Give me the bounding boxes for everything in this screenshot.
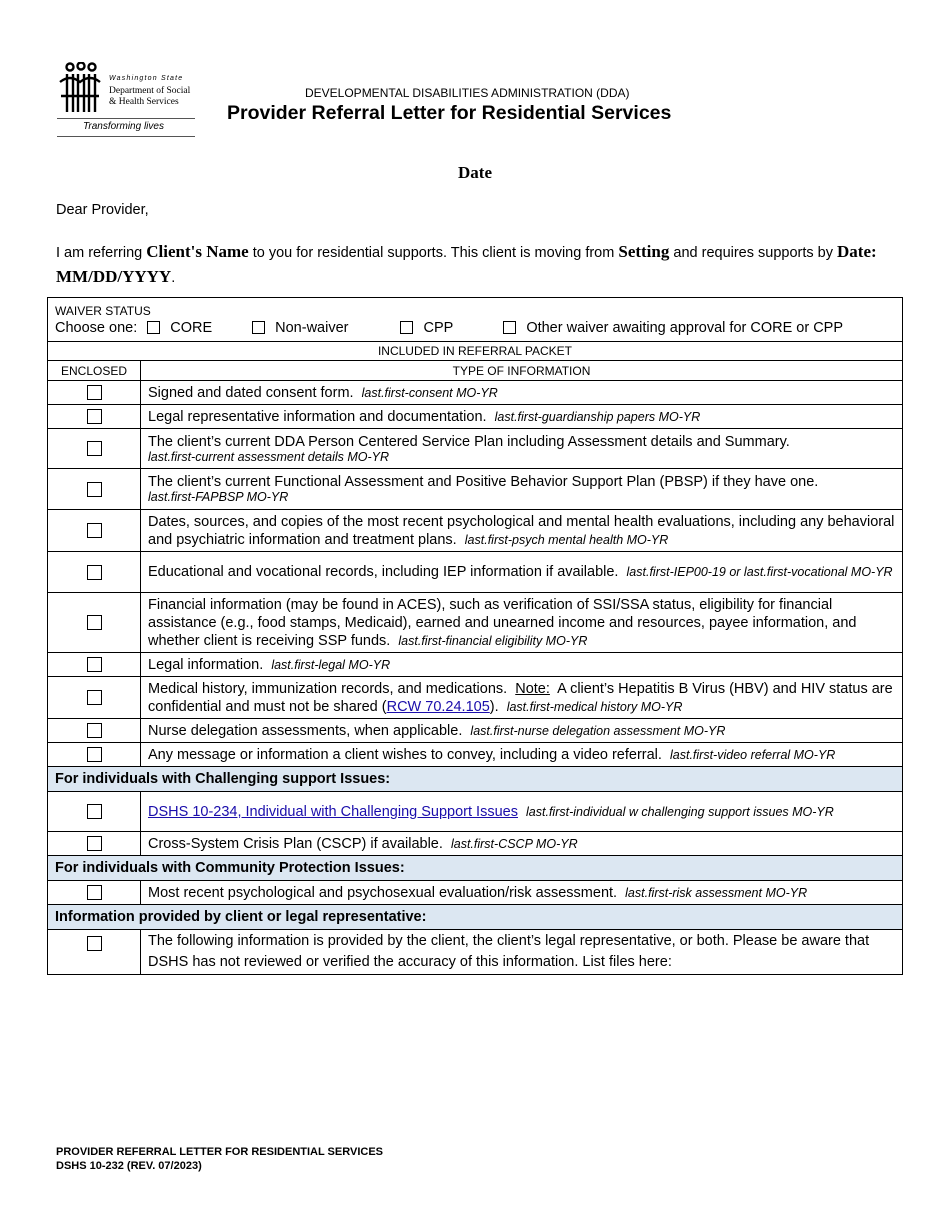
financial-checkbox[interactable] bbox=[87, 615, 102, 630]
medical-checkbox[interactable] bbox=[87, 690, 102, 705]
page-title: Provider Referral Letter for Residential Services bbox=[227, 102, 672, 124]
waiver-core-checkbox[interactable] bbox=[147, 321, 160, 334]
logo-divider-bottom bbox=[57, 136, 195, 137]
intro-paragraph: I am referring Client's Name to you for residential supports. This client is moving from Setting and requires supports by Date: MM/DD/YYYY. bbox=[56, 242, 877, 286]
table-row: Most recent psychological and psychosexual evaluation/risk assessment. last.first-risk assessment MO-YR bbox=[48, 881, 903, 905]
waiver-nonwaiver-checkbox[interactable] bbox=[252, 321, 265, 334]
educational-checkbox[interactable] bbox=[87, 565, 102, 580]
family-figures-icon bbox=[57, 62, 103, 114]
waiver-cpp-checkbox[interactable] bbox=[400, 321, 413, 334]
challenging-checkbox[interactable] bbox=[87, 804, 102, 819]
enclosed-header: ENCLOSED bbox=[48, 361, 141, 381]
agency-name: DEVELOPMENTAL DISABILITIES ADMINISTRATION (DDA) bbox=[305, 86, 630, 100]
logo-tagline: Transforming lives bbox=[83, 121, 164, 132]
section-client-info: Information provided by client or legal representative: bbox=[48, 905, 903, 930]
referral-table bbox=[47, 297, 903, 975]
salutation: Dear Provider, bbox=[56, 202, 149, 218]
table-row bbox=[48, 930, 903, 975]
pbsp-checkbox[interactable] bbox=[87, 482, 102, 497]
logo-divider bbox=[57, 118, 195, 119]
date-heading[interactable]: Date bbox=[458, 163, 492, 182]
logo-state: Washington State bbox=[109, 75, 184, 82]
psych-checkbox[interactable] bbox=[87, 523, 102, 538]
table-row: Dates, sources, and copies of the most recent psychological and mental health evaluations, including any behavioral and psychiatric information and treatment plans. last.first-psych mental health MO-YR bbox=[48, 510, 903, 552]
waiver-cpp-label: CPP bbox=[423, 319, 454, 336]
waiver-status-label: WAIVER STATUS bbox=[55, 303, 151, 318]
table-row: Cross-System Crisis Plan (CSCP) if available. last.first-CSCP MO-YR bbox=[48, 832, 903, 856]
waiver-nonwaiver-label: Non-waiver bbox=[275, 319, 349, 336]
table-row: Legal representative information and documentation. last.first-guardianship papers MO-YR bbox=[48, 405, 903, 429]
service-plan-checkbox[interactable] bbox=[87, 441, 102, 456]
risk-assessment-checkbox[interactable] bbox=[87, 885, 102, 900]
legal-rep-checkbox[interactable] bbox=[87, 409, 102, 424]
footer bbox=[56, 1145, 383, 1173]
dshs-10-234-link[interactable]: DSHS 10-234, Individual with Challenging Support Issues bbox=[148, 803, 518, 820]
table-row: Educational and vocational records, including IEP information if available. last.first-IEP00-19 or last.first-vocational MO-YR bbox=[48, 552, 903, 593]
footer-form-number: DSHS 10-232 (REV. 07/2023) bbox=[56, 1160, 202, 1172]
setting-field[interactable]: Setting bbox=[618, 242, 670, 261]
date-field[interactable]: Date: MM/DD/YYYY bbox=[56, 242, 877, 286]
waiver-other-checkbox[interactable] bbox=[503, 321, 516, 334]
waiver-other-label: Other waiver awaiting approval for CORE or CPP bbox=[526, 319, 844, 336]
table-row: Any message or information a client wishes to convey, including a video referral. last.first-video referral MO-YR bbox=[48, 743, 903, 767]
logo-department: Department of Social & Health Services bbox=[109, 86, 191, 107]
consent-checkbox[interactable] bbox=[87, 385, 102, 400]
type-header: TYPE OF INFORMATION bbox=[141, 361, 903, 381]
waiver-core-label: CORE bbox=[170, 319, 213, 336]
client-info-field[interactable]: The following information is provided by the client, the client’s legal representative, or both. Please be aware that DSHS has not reviewed or verified the accuracy of this information. List files here: bbox=[141, 930, 903, 975]
dshs-logo bbox=[57, 62, 195, 138]
table-row: Medical history, immunization records, and medications. Note: A client’s Hepatitis B Virus (HBV) and HIV status are confidential and must not be shared (RCW 70.24.105). last.first-medical history MO-YR bbox=[48, 677, 903, 719]
footer-form-title: PROVIDER REFERRAL LETTER FOR RESIDENTIAL SERVICES bbox=[56, 1146, 383, 1158]
table-row: DSHS 10-234, Individual with Challenging Support Issues last.first-individual w challenging support issues MO-YR bbox=[48, 792, 903, 832]
section-community: For individuals with Community Protection Issues: bbox=[48, 856, 903, 881]
video-referral-checkbox[interactable] bbox=[87, 747, 102, 762]
rcw-link[interactable]: RCW 70.24.105 bbox=[386, 698, 490, 715]
packet-heading: INCLUDED IN REFERRAL PACKET bbox=[48, 342, 903, 361]
waiver-status-cell bbox=[48, 298, 903, 342]
table-row: Legal information. last.first-legal MO-YR bbox=[48, 653, 903, 677]
client-info-checkbox[interactable] bbox=[87, 936, 102, 951]
client-name-field[interactable]: Client's Name bbox=[146, 242, 249, 261]
choose-one-label: Choose one: bbox=[55, 319, 138, 336]
legal-info-checkbox[interactable] bbox=[87, 657, 102, 672]
section-challenging: For individuals with Challenging support Issues: bbox=[48, 767, 903, 792]
table-row: Signed and dated consent form. last.first-consent MO-YR bbox=[48, 381, 903, 405]
table-row: The client’s current Functional Assessment and Positive Behavior Support Plan (PBSP) if they have one. last.first-FAPBSP MO-YR bbox=[48, 469, 903, 510]
cscp-checkbox[interactable] bbox=[87, 836, 102, 851]
table-row: Nurse delegation assessments, when applicable. last.first-nurse delegation assessment MO-YR bbox=[48, 719, 903, 743]
nurse-delegation-checkbox[interactable] bbox=[87, 723, 102, 738]
table-row: The client’s current DDA Person Centered Service Plan including Assessment details and Summary. last.first-current assessment details MO-YR bbox=[48, 429, 903, 469]
table-row: Financial information (may be found in ACES), such as verification of SSI/SSA status, eligibility for financial assistance (e.g., food stamps, Medicaid), earned and unearned income and resources, payee information, and whether client is receiving SSP funds. last.first-financial eligibility MO-YR bbox=[48, 593, 903, 653]
